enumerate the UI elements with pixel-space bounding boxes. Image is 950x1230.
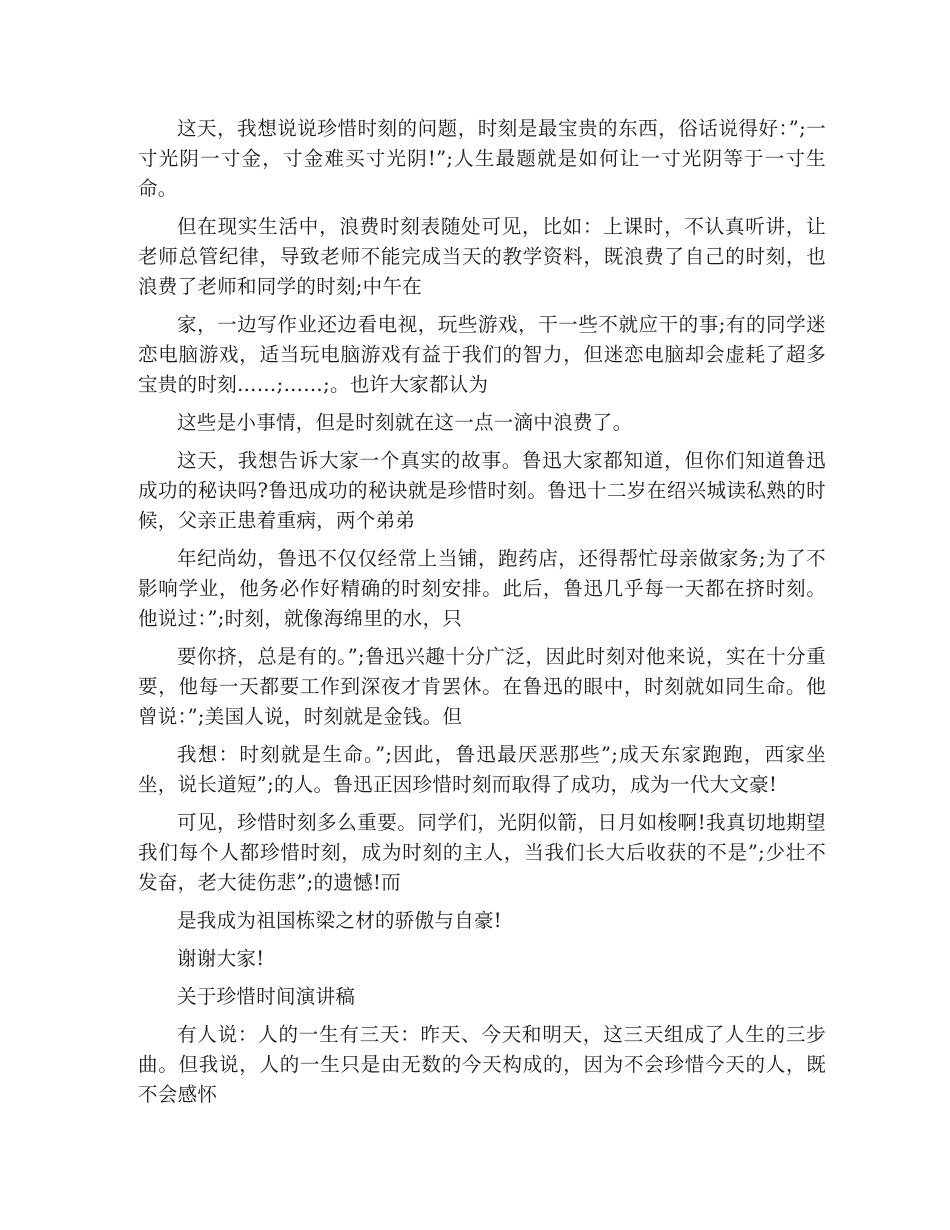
paragraph: 年纪尚幼，鲁迅不仅仅经常上当铺，跑药店，还得帮忙母亲做家务;为了不影响学业，他务必作好精确的时刻安排。此后，鲁迅几乎每一天都在挤时刻。他说过：”;时刻，就像海绵里的水，只 bbox=[138, 547, 826, 630]
paragraph: 可见，珍惜时刻多么重要。同学们，光阴似箭，日月如梭啊!我真切地期望我们每个人都珍惜时刻，成为时刻的主人，当我们长大后收获的不是”;少壮不发奋，老大徒伤悲”;的遗憾!而 bbox=[138, 811, 826, 894]
paragraph: 谢谢大家! bbox=[177, 947, 265, 970]
section-title: 关于珍惜时间演讲稿 bbox=[177, 985, 356, 1008]
paragraph: 要你挤，总是有的。”;鲁迅兴趣十分广泛，因此时刻对他来说，实在十分重要，他每一天都要工作到深夜才肯罢休。在鲁迅的眼中，时刻就如同生命。他曾说：”;美国人说，时刻就是金钱。但 bbox=[138, 645, 826, 728]
paragraph: 这天，我想说说珍惜时刻的问题，时刻是最宝贵的东西，俗话说得好：”;一寸光阴一寸金，寸金难买寸光阴!”;人生最题就是如何让一寸光阴等于一寸生命。 bbox=[138, 117, 826, 200]
paragraph: 是我成为祖国栋梁之材的骄傲与自豪! bbox=[177, 909, 502, 932]
paragraph: 我想：时刻就是生命。”;因此，鲁迅最厌恶那些”;成天东家跑跑，西家坐坐，说长道短”;的人。鲁迅正因珍惜时刻而取得了成功，成为一代大文豪! bbox=[138, 743, 826, 796]
paragraph: 这些是小事情，但是时刻就在这一点一滴中浪费了。 bbox=[177, 411, 633, 434]
paragraph: 家，一边写作业还边看电视，玩些游戏，干一些不就应干的事;有的同学迷恋电脑游戏，适当玩电脑游戏有益于我们的智力，但迷恋电脑却会虚耗了超多宝贵的时刻……;……;。也许大家都认为 bbox=[138, 313, 826, 396]
paragraph: 这天，我想告诉大家一个真实的故事。鲁迅大家都知道，但你们知道鲁迅成功的秘诀吗?鲁迅成功的秘诀就是珍惜时刻。鲁迅十二岁在绍兴城读私熟的时候，父亲正患着重病，两个弟弟 bbox=[138, 449, 826, 532]
paragraph: 但在现实生活中，浪费时刻表随处可见，比如：上课时，不认真听讲，让老师总管纪律，导致老师不能完成当天的教学资料，既浪费了自己的时刻，也浪费了老师和同学的时刻;中午在 bbox=[138, 215, 826, 298]
paragraph: 有人说：人的一生有三天：昨天、今天和明天，这三天组成了人生的三步曲。但我说，人的一生只是由无数的今天构成的，因为不会珍惜今天的人，既不会感怀 bbox=[138, 1023, 826, 1106]
document-body bbox=[138, 114, 826, 1118]
